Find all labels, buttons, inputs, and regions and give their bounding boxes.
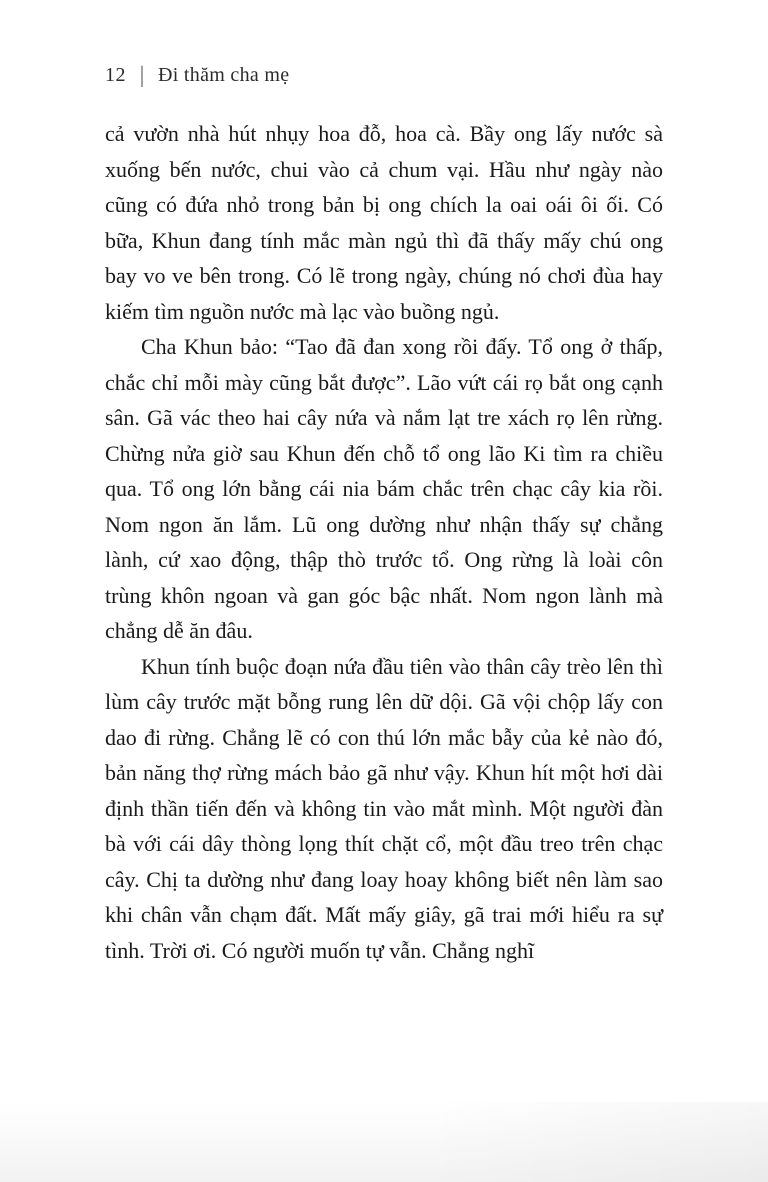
paragraph: Cha Khun bảo: “Tao đã đan xong rồi đấy. Tổ ong ở thấp, chắc chỉ mỗi mày cũng bắt được”. Lão vứt cái rọ bắt ong cạnh sân. Gã vác theo hai cây nứa và nắm lạt tre xách rọ lên rừng. Chừng nửa giờ sau Khun đến chỗ tổ ong lão Ki tìm ra chiều qua. Tổ ong lớn bằng cái nia bám chắc trên chạc cây kia rồi. Nom ngon ăn lắm. Lũ ong dường như nhận thấy sự chẳng lành, cứ xao động, thập thò trước tổ. Ong rừng là loài côn trùng khôn ngoan và gan góc bậc nhất. Nom ngon lành mà chẳng dễ ăn đâu. <box>105 334 663 643</box>
page-bottom-shading <box>0 1102 768 1182</box>
page-header <box>105 64 663 87</box>
paragraph: Khun tính buộc đoạn nứa đầu tiên vào thân cây trèo lên thì lùm cây trước mặt bỗng rung lên dữ dội. Gã vội chộp lấy con dao đi rừng. Chẳng lẽ có con thú lớn mắc bẫy của kẻ nào đó, bản năng thợ rừng mách bảo gã như vậy. Khun hít một hơi dài định thần tiến đến và không tin vào mắt mình. Một người đàn bà với cái dây thòng lọng thít chặt cổ, một đầu treo trên chạc cây. Chị ta dường như đang loay hoay không biết nên làm sao khi chân vẫn chạm đất. Mất mấy giây, gã trai mới hiểu ra sự tình. Trời ơi. Có người muốn tự vẫn. Chẳng nghĩ <box>105 653 663 963</box>
header-separator: | <box>140 62 145 88</box>
page-body <box>105 116 663 968</box>
running-head-title: Đi thăm cha mẹ <box>158 64 290 86</box>
page-number: 12 <box>105 64 126 86</box>
paragraph-continuation: cả vườn nhà hút nhụy hoa đỗ, hoa cà. Bầy ong lấy nước sà xuống bến nước, chui vào cả chum vại. Hầu như ngày nào cũng có đứa nhỏ trong bản bị ong chích la oai oái ôi ối. Có bữa, Khun đang tính mắc màn ngủ thì đã thấy mấy chú ong bay vo ve bên trong. Có lẽ trong ngày, chúng nó chơi đùa hay kiếm tìm nguồn nước mà lạc vào buồng ngủ. <box>105 121 663 324</box>
